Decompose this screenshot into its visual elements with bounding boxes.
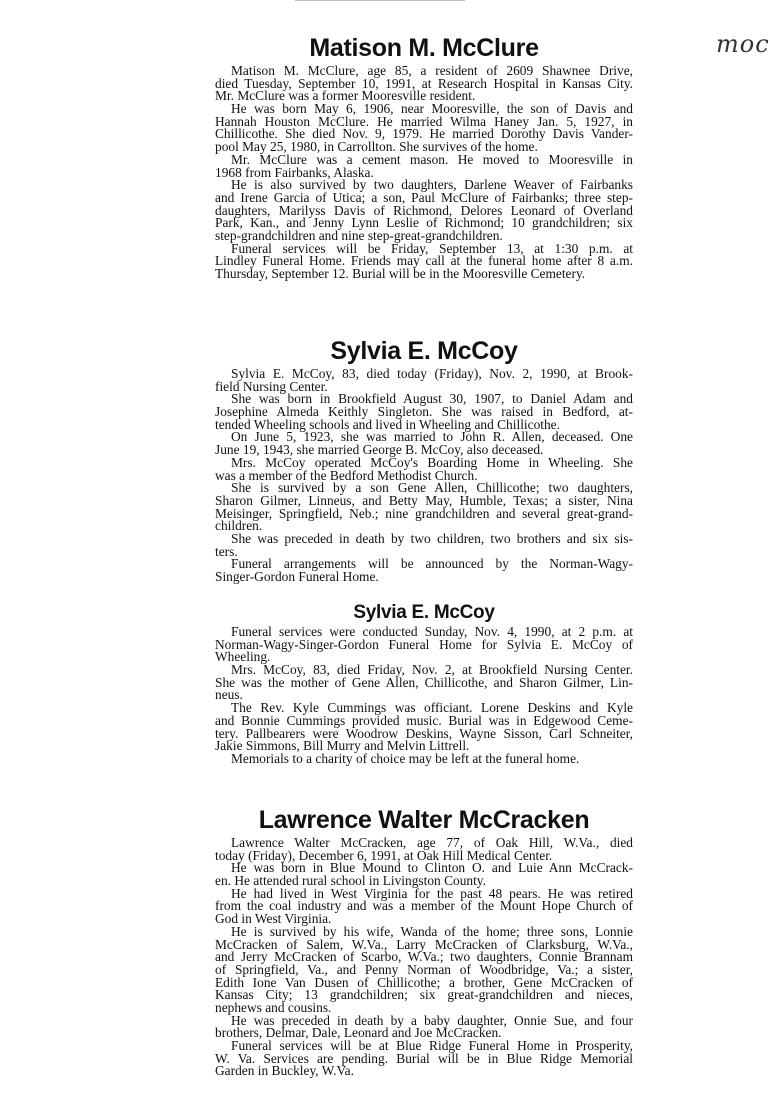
text-line: ters. <box>215 543 238 559</box>
text-line: Lindley Funeral Home. Friends may call at the funeral home after 8 a.m. <box>215 253 633 269</box>
paragraph <box>215 482 633 533</box>
paragraph <box>215 626 633 664</box>
text-line: Matison M. McClure, age 85, a resident of 2609 Shawnee Drive, <box>231 63 633 78</box>
text-line: Mr. McClure was a cement mason. He moved to Mooresville in <box>231 151 633 167</box>
text-line: Funeral services will be Friday, September 13, at 1:30 p.m. at <box>231 240 633 256</box>
text-line: Jakie Simmons, Bill Murry and Melvin Littrell. <box>215 738 470 754</box>
paragraph <box>215 923 633 1015</box>
text-line: June 19, 1943, she married George B. McCoy, also deceased. <box>215 442 544 458</box>
paragraph <box>215 65 633 103</box>
paragraph <box>215 885 633 927</box>
paragraph <box>215 240 633 281</box>
text-line: He is also survived by two daughters, Darlene Weaver of Fairbanks <box>231 177 633 193</box>
text-line: children. <box>215 518 263 534</box>
text-line: Memorials to a charity of choice may be left at the funeral home. <box>231 750 580 766</box>
text-line: brothers, Delmar, Dale, Leonard and Joe McCracken. <box>215 1025 502 1041</box>
paragraph <box>215 664 633 702</box>
obituary-title: Sylvia E. McCoy <box>330 337 518 365</box>
paragraph <box>215 837 633 862</box>
text-line: He is survived by his wife, Wanda of the home; three sons, Lonnie <box>231 923 633 939</box>
text-line: She was preceded in death by two children, two brothers and six sis- <box>231 530 633 546</box>
text-line: He had lived in West Virginia for the past 48 pears. He was retired <box>231 885 633 901</box>
text-line: W. Va. Services are pending. Burial will be in Blue Ridge Memorial <box>215 1050 633 1066</box>
obituary-title: Lawrence Walter McCracken <box>258 806 590 834</box>
text-line: Mrs. McCoy operated McCoy's Boarding Home in Wheeling. She <box>231 454 633 470</box>
paragraph <box>215 431 633 456</box>
paragraph <box>215 702 633 753</box>
text-line: Mr. McClure was a former Mooresville resident. <box>215 88 476 104</box>
paragraph <box>215 368 633 393</box>
text-line: step-grandchildren and nine step-great-grandchildren. <box>215 227 503 243</box>
text-line: of Springfield, Va., and Penny Norman of Woodbridge, Va.; a sister, <box>215 961 633 977</box>
text-line: Singer-Gordon Funeral Home. <box>215 569 379 584</box>
text-line: and Jerry McCracken of Scarbo, W.Va.; two daughters, Connie Brannam <box>215 949 633 965</box>
obituary-mccracken <box>215 808 633 1078</box>
text-line: Josephine Almeda Keithly Singleton. She was raised in Bedford, at- <box>215 404 633 420</box>
text-line: pool May 25, 1980, in Carrollton. She survives of the home. <box>215 139 538 155</box>
handwritten-note: moc <box>716 30 770 58</box>
text-line: On June 5, 1923, she was married to John R. Allen, deceased. One <box>231 429 633 445</box>
text-line: today (Friday), December 6, 1991, at Oak Hill Medical Center. <box>215 847 553 863</box>
text-line: Mrs. McCoy, 83, died Friday, Nov. 2, at Brookfield Nursing Center. <box>231 662 633 678</box>
text-line: Hannah Houston McClure. He married Wilma Haney Jan. 5, 1927, in <box>215 113 633 129</box>
text-line: Meisinger, Springfield, Neb.; nine grandchildren and several great-grand- <box>215 505 633 521</box>
text-line: from the coal industry and was a member of the Mount Hope Church of <box>215 898 633 914</box>
text-line: neus. <box>215 687 243 703</box>
text-line: Wheeling. <box>215 649 271 665</box>
page-top-rule <box>295 0 465 1</box>
text-line: tery. Pallbearers were Woodrow Deskins, Wayne Sisson, Carl Schneiter, <box>215 725 633 741</box>
text-line: Funeral services will be at Blue Ridge Funeral Home in Prosperity, <box>231 1038 633 1053</box>
obituary-mccoy-funeral <box>215 603 633 766</box>
paragraph <box>215 454 633 483</box>
text-line: He was born May 6, 1906, near Mooresville, the son of Davis and <box>231 101 633 117</box>
text-line: Edith Ione Van Dusen of Chillicothe; a brother, Gene McCracken of <box>215 974 633 990</box>
obituary-title: Sylvia E. McCoy <box>353 602 495 623</box>
text-line: and Irene Garcia of Utica; a son, Paul McClure of Fairbanks; three step- <box>215 189 633 205</box>
paragraph <box>215 1040 633 1078</box>
text-line: Norman-Wagy-Singer-Gordon Funeral Home for Sylvia E. McCoy of <box>215 636 633 652</box>
text-line: She is survived by a son Gene Allen, Chillicothe; two daughters, <box>231 480 633 496</box>
text-line: The Rev. Kyle Cummings was officiant. Lorene Deskins and Kyle <box>231 700 633 716</box>
text-line: Funeral arrangements will be announced by the Norman-Wagy- <box>231 556 633 572</box>
text-line: tended Wheeling schools and lived in Wheeling and Chillicothe. <box>215 416 560 432</box>
text-line: Lawrence Walter McCracken, age 77, of Oak Hill, W.Va., died <box>231 835 633 850</box>
text-line: Chillicothe. She died Nov. 9, 1979. He married Dorothy Davis Vander- <box>215 126 633 142</box>
text-line: Funeral services were conducted Sunday, Nov. 4, 1990, at 2 p.m. at <box>231 624 633 639</box>
text-line: died Tuesday, September 10, 1991, at Research Hospital in Kansas City. <box>215 75 633 91</box>
text-line: daughters, Marilyss Davis of Richmond, Delores Leonard of Overland <box>215 202 633 218</box>
paragraph <box>215 530 633 559</box>
text-line: field Nursing Center. <box>215 378 328 394</box>
paragraph <box>215 393 633 431</box>
text-line: nephews and cousins. <box>215 999 332 1015</box>
text-line: McCracken of Salem, W.Va., Larry McCracken of Clarksburg, W.Va., <box>215 936 633 952</box>
paragraph <box>215 1012 633 1041</box>
paragraph <box>215 750 633 766</box>
text-line: Sharon Gilmer, Linneus, and Betty May, Humble, Texas; a sister, Nina <box>215 492 633 508</box>
paragraph <box>215 103 633 154</box>
text-line: He was born in Blue Mound to Clinton O. and Luie Ann McCrack- <box>231 860 633 876</box>
text-line: Park, Kan., and Jenny Lynn Leslie of Richmond; 10 grandchildren; six <box>215 215 633 231</box>
text-line: He was preceded in death by a baby daughter, Onnie Sue, and four <box>231 1012 633 1028</box>
text-line: God in West Virginia. <box>215 911 332 927</box>
text-line: en. He attended rural school in Livingston County. <box>215 873 486 889</box>
text-line: and Bonnie Cummings provided music. Burial was in Edgewood Ceme- <box>215 712 633 728</box>
paragraph <box>215 151 633 180</box>
paragraph <box>215 179 633 242</box>
text-line: Thursday, September 12. Burial will be in the Mooresville Cemetery. <box>215 266 586 281</box>
text-line: She was the mother of Gene Allen, Chillicothe, and Sharon Gilmer, Lin- <box>215 674 633 690</box>
text-line: was a member of the Bedford Methodist Church. <box>215 467 478 483</box>
text-line: 1968 from Fairbanks, Alaska. <box>215 164 374 180</box>
paragraph <box>215 862 633 887</box>
text-line: Sylvia E. McCoy, 83, died today (Friday), Nov. 2, 1990, at Brook- <box>231 366 633 381</box>
obituary-title: Matison M. McClure <box>309 34 539 62</box>
text-line: Garden in Buckley, W.Va. <box>215 1063 354 1079</box>
text-line: She was born in Brookfield August 30, 1907, to Daniel Adam and <box>231 391 633 407</box>
text-line: Kansas City; 13 grandchildren; six great-grandchildren and nieces, <box>215 987 633 1003</box>
obituary-mccoy <box>215 339 633 584</box>
paragraph <box>215 558 633 583</box>
obituary-mcclure <box>215 36 633 281</box>
